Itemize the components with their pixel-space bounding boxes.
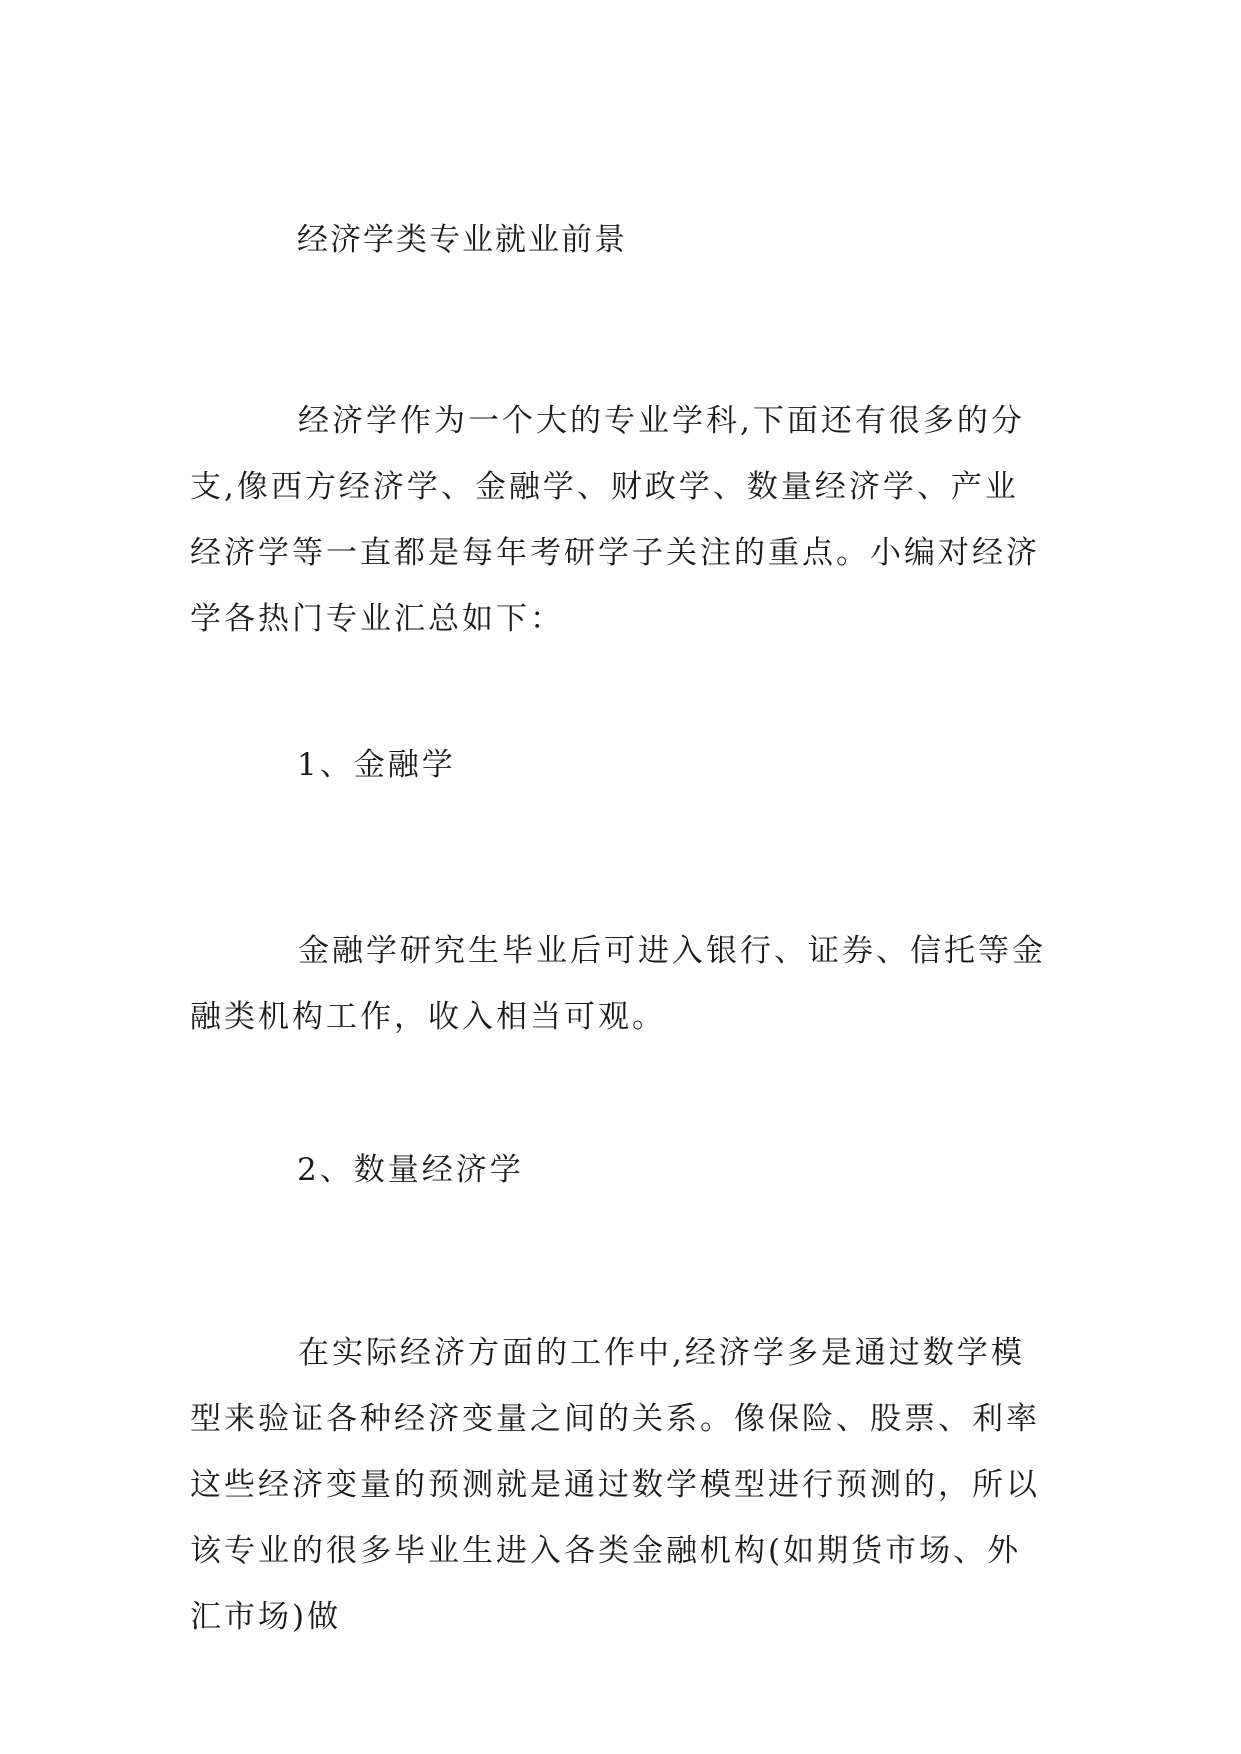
intro-paragraph: 经济学作为一个大的专业学科,下面还有很多的分支,像西方经济学、金融学、财政学、数量经济学、产业经济学等一直都是每年考研学子关注的重点。小编对经济学各热门专业汇总如下： bbox=[190, 403, 1040, 637]
quantitative-economics-paragraph: 在实际经济方面的工作中,经济学多是通过数学模型来验证各种经济变量之间的关系。像保险、股票、利率这些经济变量的预测就是通过数学模型进行预测的，所以该专业的很多毕业生进入各类金融机构(如期货市场、外汇市场)做 bbox=[190, 1335, 1040, 1635]
section-heading-finance: 1、金融学 bbox=[297, 747, 456, 783]
finance-paragraph: 金融学研究生毕业后可进入银行、证券、信托等金融类机构工作，收入相当可观。 bbox=[190, 933, 1046, 1035]
section-heading-quantitative-economics: 2、数量经济学 bbox=[297, 1152, 524, 1188]
document-title: 经济学类专业就业前景 bbox=[297, 222, 627, 258]
